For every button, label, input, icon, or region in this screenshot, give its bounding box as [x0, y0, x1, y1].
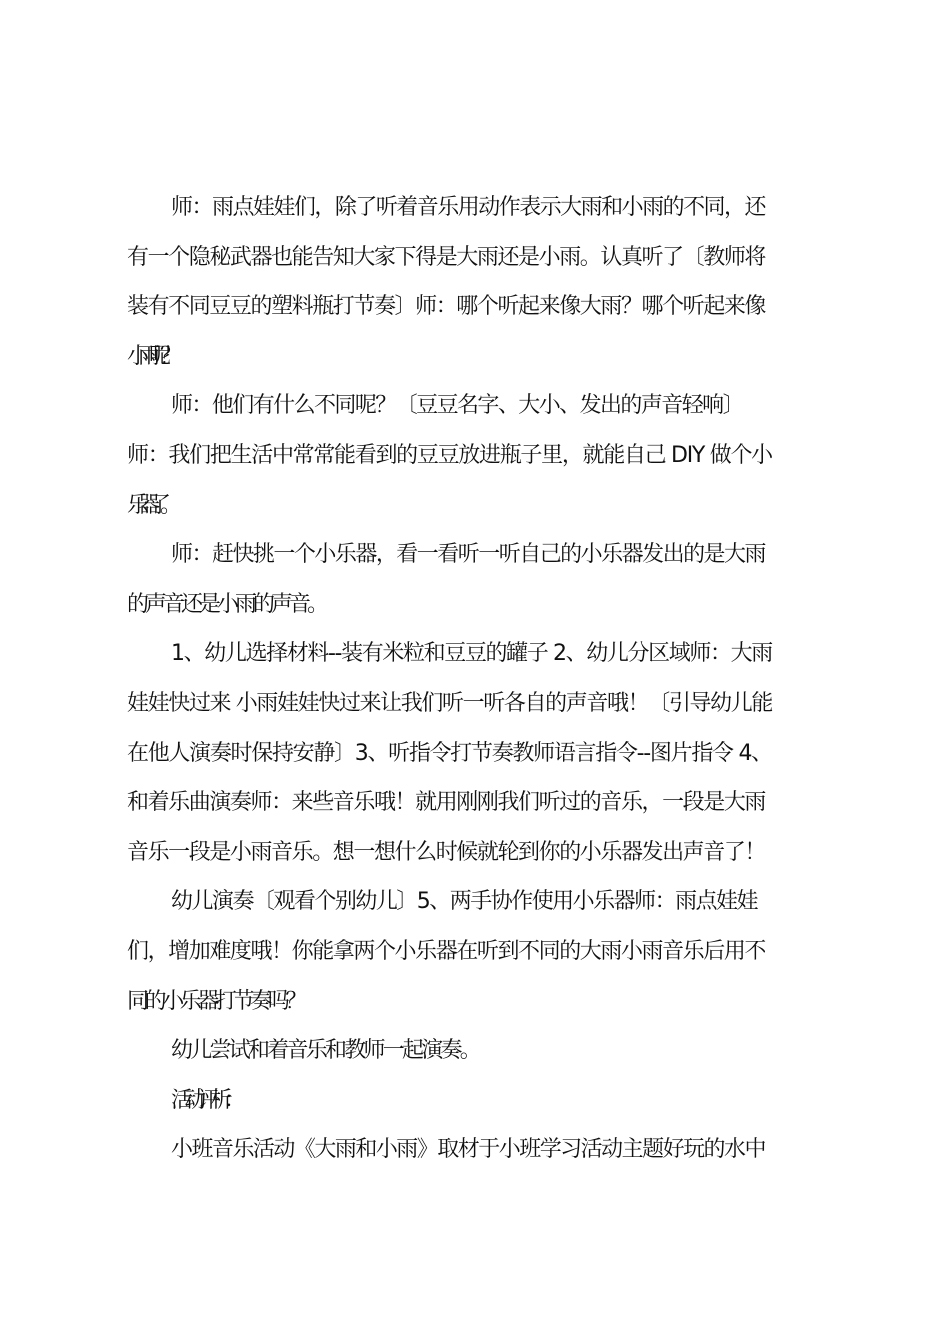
text-line: 师：赶快挑一个小乐器，看一看听一听自己的小乐器发出的是大雨: [171, 542, 766, 568]
text-line: 师：我们把生活中常常能看到的豆豆放进瓶子里，就能自己 DIY 做个小: [127, 442, 772, 468]
text-line: 同的小乐器打节奏吗？: [127, 988, 304, 1014]
text-line: 的声音还是小雨的声音。: [127, 591, 326, 617]
text-line: 娃娃快过来 小雨娃娃快过来让我们听一听各自的声音哦！〔引导幼儿能: [127, 690, 772, 716]
text-line: 小雨呢？: [127, 343, 172, 369]
text-line: 活动评析：: [171, 1087, 238, 1113]
paragraph: [127, 629, 833, 877]
section-heading: [127, 1076, 833, 1126]
document-page: [127, 183, 833, 1175]
text-line: 师：他们有什么不同呢？〔豆豆名字、大小、发出的声音轻响〕: [171, 393, 744, 419]
text-line: 有一个隐秘武器也能告知大家下得是大雨还是小雨。认真听了〔教师将: [127, 244, 766, 270]
text-line: 师：雨点娃娃们，除了听着音乐用动作表示大雨和小雨的不同，还: [171, 195, 766, 220]
text-line: 在他人演奏时保持安静〕3、听指令打节奏教师语言指令--图片指令 4、: [127, 740, 772, 766]
text-line: 幼儿尝试和着音乐和教师一起演奏。: [171, 1038, 480, 1064]
text-line: 乐器了。: [127, 492, 172, 518]
text-line: 1、幼儿选择材料--装有米粒和豆豆的罐子 2、幼儿分区域师：大雨: [171, 641, 772, 667]
text-line: 幼儿演奏〔观看个别幼儿〕5、两手协作使用小乐器师：雨点娃娃: [171, 889, 757, 915]
text-line: 小班音乐活动《大雨和小雨》取材于小班学习活动主题好玩的水中: [171, 1137, 766, 1163]
text-line: 和着乐曲演奏师：来些音乐哦！就用刚刚我们听过的音乐，一段是大雨: [127, 790, 766, 816]
text-line: 装有不同豆豆的塑料瓶打节奏〕师：哪个听起来像大雨？哪个听起来像: [127, 294, 766, 320]
text-line: 们，增加难度哦！你能拿两个小乐器在听到不同的大雨小雨音乐后用不: [127, 938, 766, 964]
paragraph: [127, 1026, 833, 1076]
paragraph: [127, 1125, 833, 1175]
paragraph: [127, 530, 833, 629]
paragraph: [127, 183, 833, 381]
paragraph: [127, 381, 833, 530]
text-line: 音乐一段是小雨音乐。想一想什么时候就轮到你的小乐器发出声音了！: [127, 839, 766, 865]
paragraph: [127, 877, 833, 1026]
